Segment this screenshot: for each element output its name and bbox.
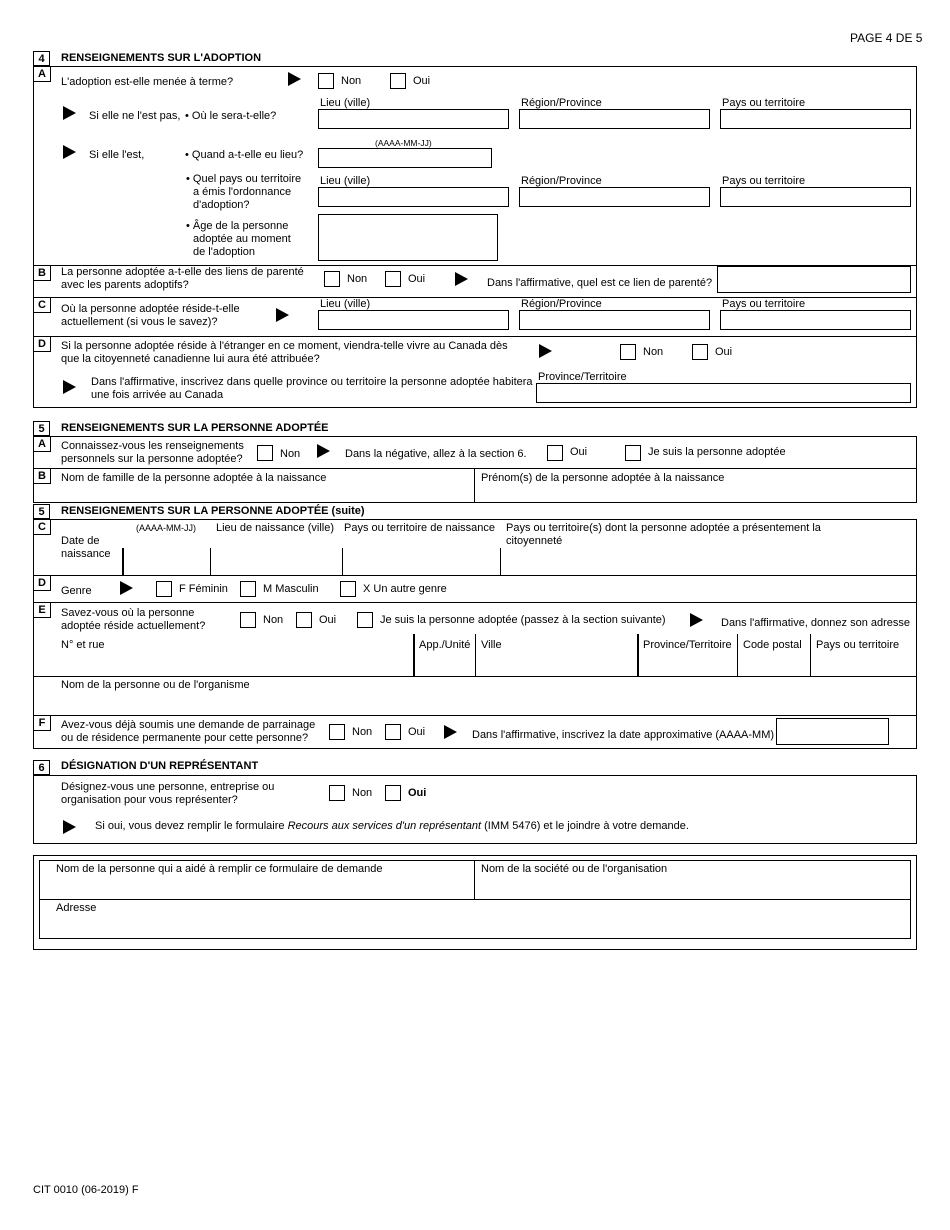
divider	[34, 575, 916, 576]
label-non: Non	[352, 726, 373, 738]
label-gender-f: F Féminin	[179, 583, 228, 595]
row-5e-letter: E	[34, 603, 51, 618]
section-5-number: 5	[33, 421, 50, 436]
divider	[475, 634, 476, 676]
divider	[637, 634, 639, 676]
country-input[interactable]	[812, 653, 915, 675]
representative-oui-checkbox[interactable]	[385, 785, 401, 801]
label-region: Région/Province	[521, 298, 602, 310]
label-gender-x: X Un autre genre	[363, 583, 447, 595]
adoptee-self-skip-checkbox[interactable]	[357, 612, 373, 628]
page-number: PAGE 4 DE 5	[850, 31, 923, 45]
apt-input[interactable]	[415, 653, 474, 675]
divider	[810, 634, 811, 676]
section-6-title: DÉSIGNATION D'UN REPRÉSENTANT	[61, 760, 259, 772]
label-lieu: Lieu (ville)	[320, 175, 371, 187]
label-oui: Oui	[408, 726, 426, 738]
form-code: CIT 0010 (06-2019) F	[33, 1184, 139, 1196]
q-come-canada-1: Si la personne adoptée réside à l'étranger en ce moment, viendra-telle vivre au Canada dès	[61, 340, 508, 352]
org-name-input[interactable]	[50, 693, 915, 713]
row-4b-letter: B	[34, 266, 51, 281]
divider	[474, 469, 475, 502]
city-input[interactable]	[477, 653, 636, 675]
citizenship-input[interactable]	[502, 550, 915, 574]
section-4-title: RENSEIGNEMENTS SUR L'ADOPTION	[61, 52, 262, 64]
divider	[34, 676, 916, 677]
know-info-oui-checkbox[interactable]	[547, 445, 563, 461]
label-non: Non	[643, 346, 664, 358]
arrow-icon	[539, 344, 552, 358]
label-non: Non	[263, 614, 284, 626]
label-place-of-birth: Lieu de naissance (ville)	[216, 522, 335, 534]
know-info-non-checkbox[interactable]	[257, 445, 273, 461]
gender-m-checkbox[interactable]	[240, 581, 256, 597]
label-gender-m: M Masculin	[263, 583, 319, 595]
label-oui: Oui	[570, 446, 588, 458]
q-previous-application-2: ou de résidence permanente pour cette personne?	[61, 732, 309, 744]
arrow-icon	[690, 613, 703, 627]
know-where-non-checkbox[interactable]	[240, 612, 256, 628]
label-org-name: Nom de la personne ou de l'organisme	[61, 679, 250, 691]
section-5-cont-number: 5	[33, 504, 50, 519]
label-oui: Oui	[319, 614, 337, 626]
representative-note: Si oui, vous devez remplir le formulaire Recours aux services d'un représentant (IMM 5476) et le joindre à votre demande.	[95, 820, 689, 832]
helper-address-input[interactable]	[42, 917, 909, 937]
label-province: Province/Territoire	[643, 639, 732, 651]
arrow-icon	[63, 380, 76, 394]
divider	[39, 899, 911, 900]
place-of-birth-input[interactable]	[212, 550, 341, 574]
label-age-2: adoptée au moment	[193, 233, 291, 245]
label-dob-1: Date de	[61, 535, 100, 547]
q-know-where-2: adoptée réside actuellement?	[61, 620, 206, 632]
i-am-adoptee-checkbox[interactable]	[625, 445, 641, 461]
resides-city-input[interactable]	[318, 310, 509, 330]
label-approx-date: Dans l'affirmative, inscrivez la date approximative (AAAA-MM)	[472, 729, 775, 741]
row-5f-letter: F	[34, 716, 51, 731]
label-where-will: • Où le sera-t-elle?	[185, 110, 277, 122]
label-province-territory: Province/Territoire	[538, 371, 627, 383]
section-5-title: RENSEIGNEMENTS SUR LA PERSONNE ADOPTÉE	[61, 422, 329, 434]
representative-non-checkbox[interactable]	[329, 785, 345, 801]
adoption-complete-oui-checkbox[interactable]	[390, 73, 406, 89]
label-non: Non	[280, 448, 301, 460]
related-non-checkbox[interactable]	[324, 271, 340, 287]
future-country-input[interactable]	[720, 109, 911, 129]
q-know-where-1: Savez-vous où la personne	[61, 607, 195, 619]
label-lieu: Lieu (ville)	[320, 298, 371, 310]
label-lieu: Lieu (ville)	[320, 97, 371, 109]
order-city-input[interactable]	[318, 187, 509, 207]
label-dob-2: naissance	[61, 548, 111, 560]
dob-input[interactable]	[124, 550, 209, 574]
label-city: Ville	[481, 639, 502, 651]
divider	[34, 715, 916, 716]
gender-f-checkbox[interactable]	[156, 581, 172, 597]
future-province-input[interactable]	[536, 383, 911, 403]
label-non: Non	[347, 273, 368, 285]
divider	[737, 634, 738, 676]
label-helper-company: Nom de la société ou de l'organisation	[481, 863, 668, 875]
label-which-province-2: une fois arrivée au Canada	[91, 389, 224, 401]
label-country-order-3: d'adoption?	[193, 199, 250, 211]
label-citizenship-2: citoyenneté	[506, 535, 563, 547]
dob-format-hint: (AAAA-MM-JJ)	[136, 523, 196, 533]
q-resides-2: actuellement (si vous le savez)?	[61, 316, 218, 328]
adoption-date-input[interactable]	[318, 148, 492, 168]
label-country-of-birth: Pays ou territoire de naissance	[344, 522, 496, 534]
resides-country-input[interactable]	[720, 310, 911, 330]
label-oui: Oui	[408, 787, 427, 799]
q-representative-1: Désignez-vous une personne, entreprise ou	[61, 781, 275, 793]
label-helper-address: Adresse	[56, 902, 97, 914]
arrow-icon	[288, 72, 301, 86]
arrow-icon	[444, 725, 457, 739]
q-previous-application-1: Avez-vous déjà soumis une demande de parrainage	[61, 719, 316, 731]
label-pays: Pays ou territoire	[722, 97, 806, 109]
label-when: • Quand a-t-elle eu lieu?	[185, 149, 304, 161]
given-name-birth-input[interactable]	[476, 485, 915, 501]
know-where-oui-checkbox[interactable]	[296, 612, 312, 628]
label-give-address: Dans l'affirmative, donnez son adresse	[721, 617, 910, 629]
label-oui: Oui	[413, 75, 431, 87]
previous-application-non-checkbox[interactable]	[329, 724, 345, 740]
label-goto-section-6: Dans la négative, allez à la section 6.	[345, 448, 527, 460]
order-country-input[interactable]	[720, 187, 911, 207]
arrow-icon	[63, 106, 76, 120]
approx-date-input[interactable]	[776, 718, 889, 745]
q-adoption-complete: L'adoption est-elle menée à terme?	[61, 76, 234, 88]
divider	[34, 602, 916, 603]
label-region: Région/Province	[521, 175, 602, 187]
resides-region-input[interactable]	[519, 310, 710, 330]
label-relationship: Dans l'affirmative, quel est ce lien de parenté?	[487, 277, 713, 289]
age-at-adoption-input[interactable]	[318, 214, 498, 261]
section-4-number: 4	[33, 51, 50, 66]
future-region-input[interactable]	[519, 109, 710, 129]
label-oui: Oui	[408, 273, 426, 285]
label-if-not: Si elle ne l'est pas,	[89, 110, 181, 122]
country-of-birth-input[interactable]	[344, 550, 499, 574]
helper-name-input[interactable]	[42, 878, 472, 898]
q-know-info-2: personnels sur la personne adoptée?	[61, 453, 243, 465]
row-5b-letter: B	[34, 469, 51, 484]
helper-company-input[interactable]	[477, 878, 909, 898]
arrow-icon	[276, 308, 289, 322]
arrow-icon	[63, 145, 76, 159]
section-6-number: 6	[33, 760, 50, 775]
divider	[34, 336, 916, 337]
come-canada-oui-checkbox[interactable]	[692, 344, 708, 360]
label-given-name-birth: Prénom(s) de la personne adoptée à la naissance	[481, 472, 725, 484]
q-know-info-1: Connaissez-vous les renseignements	[61, 440, 244, 452]
label-street: N° et rue	[61, 639, 105, 651]
label-postal-code: Code postal	[743, 639, 802, 651]
label-i-am-adoptee: Je suis la personne adoptée	[648, 446, 786, 458]
q-related-2: avec les parents adoptifs?	[61, 279, 189, 291]
label-citizenship-1: Pays ou territoire(s) dont la personne adoptée a présentement la	[506, 522, 821, 534]
street-input[interactable]	[50, 653, 412, 675]
label-pays: Pays ou territoire	[722, 175, 806, 187]
label-which-province-1: Dans l'affirmative, inscrivez dans quelle province ou territoire la personne adoptée habitera	[91, 376, 533, 388]
label-oui: Oui	[715, 346, 733, 358]
related-oui-checkbox[interactable]	[385, 271, 401, 287]
q-related-1: La personne adoptée a-t-elle des liens de parenté	[61, 266, 304, 278]
divider	[500, 548, 501, 575]
relationship-input[interactable]	[717, 266, 911, 293]
label-age-1: • Âge de la personne	[186, 220, 289, 232]
divider	[34, 468, 916, 469]
label-non: Non	[341, 75, 362, 87]
q-resides-1: Où la personne adoptée réside-t-elle	[61, 303, 240, 315]
divider	[210, 548, 211, 575]
label-country-order-1: • Quel pays ou territoire	[186, 173, 302, 185]
label-region: Région/Province	[521, 97, 602, 109]
family-name-birth-input[interactable]	[50, 485, 473, 501]
row-5d-letter: D	[34, 576, 51, 591]
arrow-icon	[455, 272, 468, 286]
arrow-icon	[63, 820, 76, 834]
province-input[interactable]	[640, 653, 736, 675]
label-adoptee-self-skip: Je suis la personne adoptée (passez à la section suivante)	[380, 614, 666, 626]
date-format-hint: (AAAA-MM-JJ)	[375, 138, 432, 148]
label-country-order-2: a émis l'ordonnance	[193, 186, 292, 198]
label-non: Non	[352, 787, 373, 799]
row-4d-letter: D	[34, 337, 51, 352]
row-4a-letter: A	[34, 67, 51, 82]
label-family-name-birth: Nom de famille de la personne adoptée à la naissance	[61, 472, 327, 484]
future-city-input[interactable]	[318, 109, 509, 129]
label-gender: Genre	[61, 585, 92, 597]
section-5-cont-title: RENSEIGNEMENTS SUR LA PERSONNE ADOPTÉE (suite)	[61, 505, 365, 517]
label-if-yes: Si elle l'est,	[89, 149, 145, 161]
label-age-3: de l'adoption	[193, 246, 256, 258]
label-country: Pays ou territoire	[816, 639, 900, 651]
label-pays: Pays ou territoire	[722, 298, 806, 310]
divider	[474, 860, 475, 900]
arrow-icon	[317, 444, 330, 458]
previous-application-oui-checkbox[interactable]	[385, 724, 401, 740]
q-representative-2: organisation pour vous représenter?	[61, 794, 238, 806]
divider	[342, 548, 343, 575]
come-canada-non-checkbox[interactable]	[620, 344, 636, 360]
adoption-complete-non-checkbox[interactable]	[318, 73, 334, 89]
row-5a-letter: A	[34, 437, 51, 452]
label-helper-name: Nom de la personne qui a aidé à remplir ce formulaire de demande	[56, 863, 383, 875]
q-come-canada-2: que la citoyenneté canadienne lui aura été attribuée?	[61, 353, 320, 365]
gender-x-checkbox[interactable]	[340, 581, 356, 597]
arrow-icon	[120, 581, 133, 595]
postal-code-input[interactable]	[739, 653, 809, 675]
row-5c-letter: C	[34, 520, 51, 535]
order-region-input[interactable]	[519, 187, 710, 207]
row-4c-letter: C	[34, 298, 51, 313]
label-apt: App./Unité	[419, 639, 471, 651]
